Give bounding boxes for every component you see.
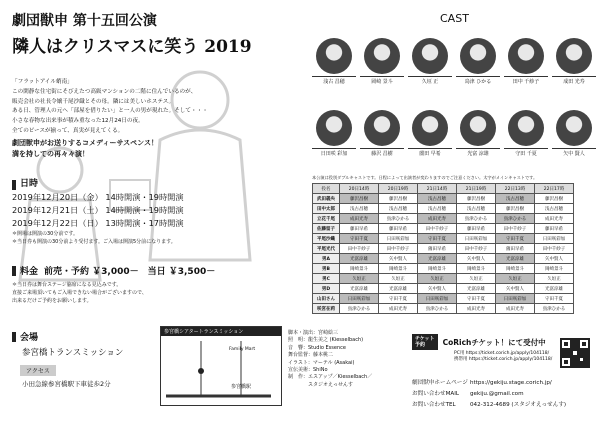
cast-cell: 田中千紗子 (496, 224, 535, 234)
table-header-cell: 役名 (313, 184, 340, 194)
staff-row: イラスト：マーテル (Asakai) (288, 359, 355, 366)
cast-photo (364, 38, 400, 74)
venue-heading (12, 330, 123, 343)
cast-cell: 守田千夏 (418, 234, 457, 244)
table-row (313, 214, 574, 224)
table-header-cell: 21日19時 (457, 184, 496, 194)
cast-cell: 守田千夏 (535, 294, 574, 304)
cast-cell: 鳥津ひかる (418, 304, 457, 314)
cast-cell: 久垣正 (340, 274, 379, 284)
staff-row: 宣伝美術：ShiNo (288, 367, 328, 374)
table-row (313, 284, 574, 294)
role-cell: 平尾光代 (313, 244, 340, 254)
intro-line: この閑静な住宅街にそびえたつ高級マンションの二階に住んでいるのが、 (12, 88, 197, 95)
table-header-cell: 21日14時 (418, 184, 457, 194)
venue-map (160, 326, 282, 406)
cast-cell: 田中千紗子 (457, 244, 496, 254)
role-cell: 男A (313, 254, 340, 264)
cast-card (504, 110, 548, 157)
company-line: 劇団獣申 第十五回公演 (12, 13, 157, 29)
cast-cell: 日田咲彩加 (457, 234, 496, 244)
cast-cell: 浅古昌穂 (535, 204, 574, 214)
role-cell: 咲宮在莉 (313, 304, 340, 314)
cast-cell: 田中千紗子 (535, 244, 574, 254)
qr-code[interactable] (560, 338, 590, 368)
cast-name: 鳥津 ひかる (456, 76, 500, 85)
cast-cell: 藤沢昌樹 (457, 194, 496, 204)
schedule-heading-label: 日時 (20, 179, 39, 189)
cast-name: 薗田 早希 (408, 148, 452, 157)
tagline (12, 138, 158, 160)
cast-photo (556, 110, 592, 146)
contact-section (412, 378, 566, 411)
qr-pattern (560, 338, 590, 368)
cast-cell: 藤沢昌樹 (496, 204, 535, 214)
contact-row (412, 389, 566, 400)
cast-cell: 矢中賢人 (496, 284, 535, 294)
cast-name: 藤沢 昌樹 (360, 148, 404, 157)
table-row (313, 254, 574, 264)
table-row (313, 294, 574, 304)
cast-cell: 光富涼雄 (496, 254, 535, 264)
cast-cell: 浅古昌穂 (418, 204, 457, 214)
cast-cell: 光富涼雄 (457, 284, 496, 294)
schedule-note: ＊開場は開演の30分前です。 (12, 231, 78, 237)
contact-tel: 042-312-4689 (スタジオえっせんす) (470, 402, 567, 408)
role-cell: 平尾沙織 (313, 234, 340, 244)
cast-cell: 浅古昌穂 (379, 204, 418, 214)
page-title: 隣人はクリスマスに笑う 2019 (12, 37, 252, 57)
cast-cell: 矢中賢人 (457, 254, 496, 264)
table-row (313, 234, 574, 244)
cast-cell: 光富涼雄 (535, 284, 574, 294)
cast-name: 浅古 昌穂 (312, 76, 356, 85)
tagline-line: 劇団獣申がお送りするコメディーサスペンス！ (12, 139, 158, 147)
cast-cell: 岡崎景斗 (535, 264, 574, 274)
cast-cell: 成田光寿 (340, 214, 379, 224)
cast-note: 本公演は役別ダブルキャストです。日程によって出演者が変わりますのでご注意ください。太字がメインキャストです。 (312, 175, 538, 180)
cast-name: 光富 涼雄 (456, 148, 500, 157)
cast-photo (460, 38, 496, 74)
cast-cell: 久垣正 (457, 274, 496, 284)
cast-cell: 久垣正 (418, 274, 457, 284)
schedule-heading (12, 178, 184, 191)
cast-photo (508, 110, 544, 146)
role-cell: 佐藤留子 (313, 224, 340, 234)
cast-cell: 藤田早希 (379, 224, 418, 234)
cast-cell: 成田光寿 (535, 214, 574, 224)
cast-cell: 田中千紗子 (418, 224, 457, 234)
cast-cell: 浅古昌穂 (496, 194, 535, 204)
table-header-cell: 22日13時 (496, 184, 535, 194)
tagline-line: 満を持しての再々々演！ (12, 150, 89, 158)
cast-name: 岡崎 景斗 (360, 76, 404, 85)
map-title: 参宮橋シアタートランスミッション (161, 327, 281, 336)
table-body (313, 194, 574, 314)
ticket-label-bottom: 予約 (415, 342, 426, 348)
role-cell: 田中太郎 (313, 204, 340, 214)
cast-cell: 日田咲彩加 (496, 294, 535, 304)
cast-cell: 守田千夏 (379, 294, 418, 304)
cast-cell: 藤田早希 (535, 224, 574, 234)
contact-row (412, 400, 566, 411)
cast-cell: 久垣正 (535, 274, 574, 284)
ticket-label (412, 334, 438, 350)
staff-list (288, 330, 372, 389)
cast-card (504, 38, 548, 85)
staff-row: 舞台監督：藤本桃二 (288, 352, 334, 359)
cast-cell: 藤沢昌樹 (340, 194, 379, 204)
cast-cell: 光富涼雄 (340, 284, 379, 294)
cast-cell: 成田光寿 (457, 304, 496, 314)
schedule-section (12, 178, 184, 246)
cast-photo (460, 110, 496, 146)
table-header-row (313, 184, 574, 194)
price-values: 前売・予約 ￥3,000－ 当日 ￥3,500－ (44, 267, 216, 277)
price-note: ＊当日券は舞台ステージ脇席になる見込みです。 (12, 282, 122, 288)
cast-card (360, 110, 404, 157)
cast-cell: 矢中賢人 (418, 284, 457, 294)
price-note: 直接ご来場頂いてもご入場できない場合がございますので、 (12, 290, 147, 296)
intro-line: 販売会社の社長令嬢千尾沙織とその母。隣には美しいホステス。 (12, 98, 175, 105)
cast-name: 田中 千紗子 (504, 76, 548, 85)
cast-photo (556, 38, 592, 74)
cast-cell: 光富涼雄 (418, 254, 457, 264)
heading-bar (12, 180, 16, 190)
price-heading: 料金 (20, 267, 39, 277)
role-cell: 武田義央 (313, 194, 340, 204)
contact-homepage[interactable]: https://gekiju.stage.corich.jp/ (470, 380, 552, 386)
cast-cell: 成田光寿 (418, 214, 457, 224)
cast-name: 守田 千夏 (504, 148, 548, 157)
table-row (313, 304, 574, 314)
cast-photo (412, 110, 448, 146)
cast-cell: 藤田早希 (340, 224, 379, 234)
intro-line: 小さな春物な出来事が積み重なった12月24日の夜。 (12, 118, 144, 125)
ticket-url-pc[interactable]: PC用 https://ticket.corich.jp/apply/104118/ (454, 351, 550, 356)
cast-card (408, 38, 452, 85)
cast-cell: 藤沢昌樹 (535, 194, 574, 204)
cast-cell: 守田千夏 (496, 234, 535, 244)
intro-line: 「フラットアイル蛸南」 (12, 79, 73, 85)
cast-cell: 藤田早希 (457, 224, 496, 234)
cast-cell: 浅古昌穂 (418, 194, 457, 204)
cast-cell: 矢中賢人 (379, 254, 418, 264)
cast-cell: 守田千夏 (340, 234, 379, 244)
cast-photo (508, 38, 544, 74)
cast-cell: 鳥津ひかる (340, 304, 379, 314)
cast-cell: 岡崎景斗 (418, 264, 457, 274)
contact-key: 劇団獣申ホームページ (412, 380, 468, 386)
intro-text (12, 78, 300, 137)
intro-line: 全てのピースが揃って、真実が見えてくる。 (12, 127, 124, 134)
cast-cell: 岡崎景斗 (496, 264, 535, 274)
staff-row: 制 作：エスアップ／Kiesselbach／ (288, 374, 373, 381)
table-row (313, 244, 574, 254)
table-row (313, 264, 574, 274)
schedule-row: 2019年12月20日（金） 14時開演・19時開演 (12, 192, 184, 202)
table-header-cell: 20日19時 (379, 184, 418, 194)
cast-cell: 光富涼雄 (379, 284, 418, 294)
venue-section (12, 330, 123, 388)
cast-card (312, 38, 356, 85)
role-cell: 山田さん (313, 294, 340, 304)
cast-cell: 守田千夏 (457, 294, 496, 304)
role-cell: 男C (313, 274, 340, 284)
price-line (12, 264, 215, 277)
cast-cell: 岡崎景斗 (379, 264, 418, 274)
role-cell: 男D (313, 284, 340, 294)
cast-cell: 成田光寿 (379, 304, 418, 314)
schedule-row: 2019年12月21日（土） 14時開演・19時開演 (12, 205, 184, 215)
cast-cell: 成田光寿 (496, 304, 535, 314)
ticket-label-top: チケット (415, 336, 435, 342)
role-cell: 男B (313, 264, 340, 274)
cast-cell: 久垣正 (496, 274, 535, 284)
cast-card (408, 110, 452, 157)
role-cell: 立花千尾 (313, 214, 340, 224)
cast-cell: 浅古昌穂 (340, 204, 379, 214)
cast-cell: 鳥津ひかる (457, 214, 496, 224)
schedule-note: ＊当日券も開演の30分前より受付ます。ご入場は開演5分前になります。 (12, 239, 176, 245)
cast-name: 成田 光寿 (552, 76, 596, 85)
cast-cell: 日田咲彩加 (379, 234, 418, 244)
cast-cell: 藤沢昌樹 (379, 194, 418, 204)
cast-cell: 田中千紗子 (379, 244, 418, 254)
staff-row: 音 響：Studio Essence (288, 344, 346, 351)
cast-cell: 光富涼雄 (340, 254, 379, 264)
cast-cell: 浅古昌穂 (457, 204, 496, 214)
access-text: 小田急線参宮橋駅下車徒歩2分 (22, 380, 111, 388)
cast-cell: 岡崎景斗 (457, 264, 496, 274)
cast-cell: 薗田早希 (496, 244, 535, 254)
staff-row: スタジオえっせんす (288, 381, 354, 388)
cast-card (552, 110, 596, 157)
ticket-url-mobile[interactable]: 携帯用 https://ticket.corich.jp/apply/104118/ (454, 357, 553, 362)
price-section (12, 264, 215, 305)
cast-cell: 日田咲彩加 (535, 234, 574, 244)
table-row (313, 194, 574, 204)
heading-bar (12, 266, 16, 276)
contact-row (412, 378, 566, 389)
cast-cell: 田中千紗子 (340, 244, 379, 254)
cast-title: CAST (440, 12, 469, 25)
cast-photo (412, 38, 448, 74)
table-header-cell: 22日17時 (535, 184, 574, 194)
contact-mail[interactable]: gekiju.@gmail.com (470, 391, 524, 397)
table-row (313, 204, 574, 214)
contact-key: お問い合わせMAIL (412, 391, 459, 397)
cast-photo (316, 38, 352, 74)
contact-key: お問い合わせTEL (412, 402, 456, 408)
cast-photo (316, 110, 352, 146)
cast-name: 矢中 賢人 (552, 148, 596, 157)
venue-name: 参宮橋トランスミッション (22, 348, 124, 358)
schedule-row: 2019年12月22日（日） 13時開演・17時開演 (12, 218, 184, 228)
intro-line: ある日、管理人の元へ「部屋を借りたい」と一人の男が現れた。そして・・・ (12, 108, 208, 115)
cast-card (552, 38, 596, 85)
access-tag: アクセス (20, 365, 56, 376)
price-note: 出来るだけご予約をお願いします。 (12, 298, 92, 304)
cast-cell: 鳥津ひかる (535, 304, 574, 314)
venue-heading-label: 会場 (20, 333, 39, 343)
cast-cell: 日田咲彩加 (340, 294, 379, 304)
cast-name: 日田咲 彩加 (312, 148, 356, 157)
cast-name: 久垣 正 (408, 76, 452, 85)
cast-schedule-table (312, 183, 574, 314)
staff-row: 照 明：龍生美之 (Kiesselbach) (288, 337, 364, 344)
table-row (313, 274, 574, 284)
table-header-cell: 20日14時 (340, 184, 379, 194)
cast-cell: 岡崎景斗 (340, 264, 379, 274)
map-label-station: 参宮橋駅 (231, 384, 252, 390)
cast-card (312, 110, 356, 157)
cast-photo (364, 110, 400, 146)
table-row (313, 224, 574, 234)
heading-bar (12, 332, 16, 342)
map-label-familymart: Family Mart (229, 347, 256, 352)
cast-card (456, 38, 500, 85)
cast-cell: 鳥津ひかる (379, 214, 418, 224)
cast-cell: 鳥津ひかる (496, 214, 535, 224)
ticket-heading: CoRichチケット！にて受付中 (442, 337, 546, 347)
staff-row: 脚本・演出：宮崎絵三 (288, 330, 339, 336)
cast-cell: 日田咲彩加 (418, 294, 457, 304)
map-drawing (161, 336, 279, 404)
cast-cell: 薗田早希 (418, 244, 457, 254)
cast-cell: 久垣正 (379, 274, 418, 284)
cast-cell: 矢中賢人 (535, 254, 574, 264)
cast-card (360, 38, 404, 85)
cast-card (456, 110, 500, 157)
